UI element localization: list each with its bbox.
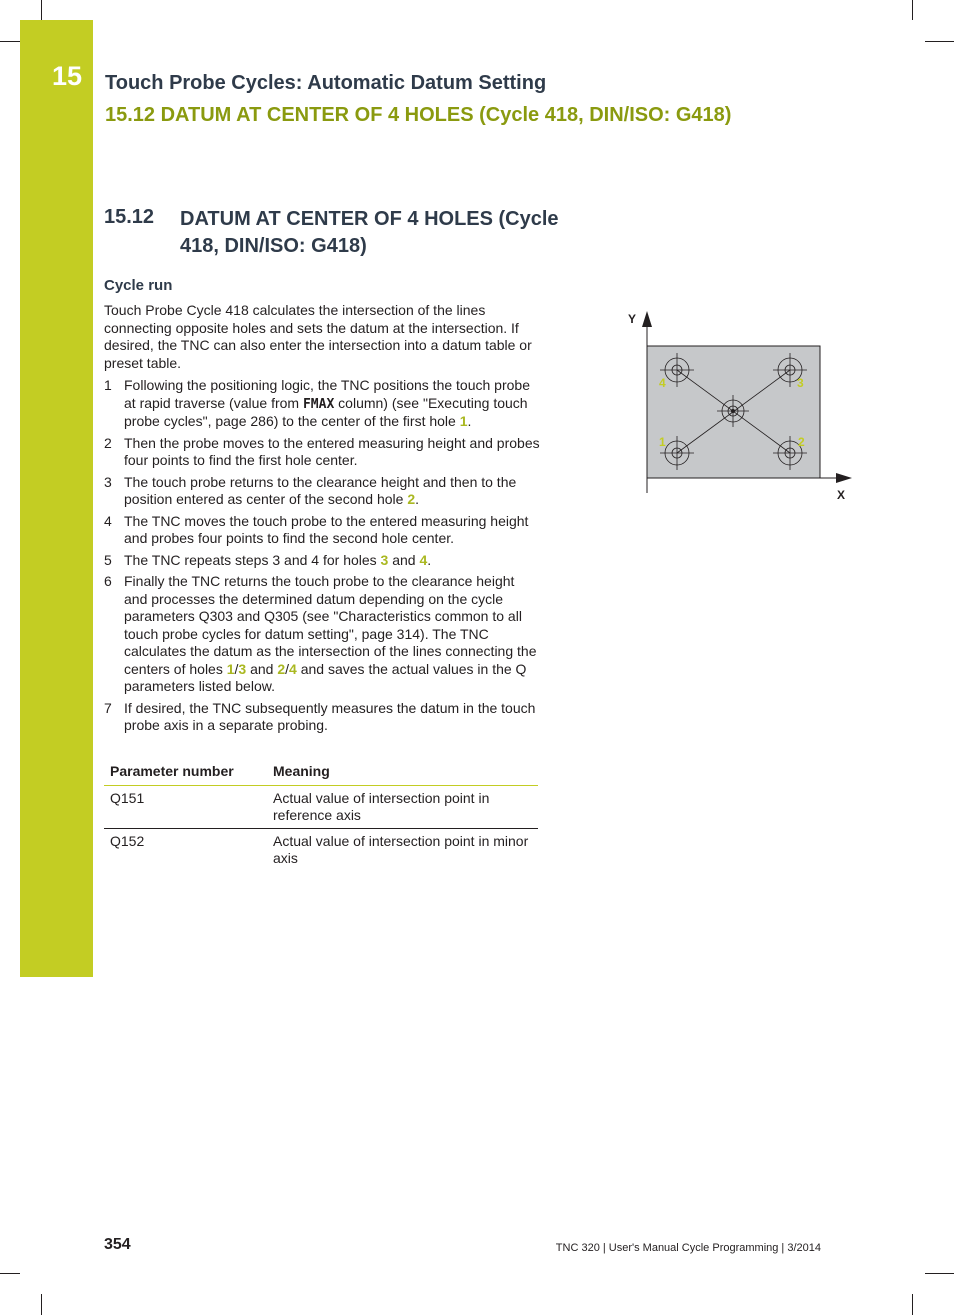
- step-text: If desired, the TNC subsequently measures the datum in the touch probe axis in a separate probing.: [124, 699, 536, 733]
- crop-mark: [912, 0, 913, 20]
- section-title: DATUM AT CENTER OF 4 HOLES (Cycle 418, DIN/ISO: G418): [180, 208, 559, 257]
- four-holes-diagram: [620, 305, 860, 505]
- step-1: [104, 377, 540, 431]
- x-axis-label: X: [837, 488, 846, 502]
- parameter-table: [104, 761, 538, 871]
- param-number: Q152: [110, 833, 145, 849]
- datum-point: [731, 409, 735, 413]
- crop-mark: [41, 0, 42, 20]
- fmax-code: FMAX: [302, 396, 335, 412]
- crop-mark: [0, 41, 20, 42]
- param-meaning: Actual value of intersection point in reference axis: [267, 786, 538, 829]
- step-6: [104, 573, 540, 696]
- step-number: 4: [104, 512, 112, 529]
- step-number: 1: [104, 377, 112, 393]
- crop-mark: [925, 1273, 954, 1274]
- step-number: 7: [104, 699, 112, 716]
- chapter-number: 15: [52, 61, 83, 91]
- table-row: [104, 829, 538, 872]
- step-text: Then the probe moves to the entered measuring height and probes four points to find the first hole center.: [124, 434, 540, 468]
- step-text: column) (see "Executing touch probe cycles", page 286) to the center of the first hole: [124, 394, 528, 429]
- step-text: Finally the TNC returns the touch probe to the clearance height and processes the determined datum depending on the cycle parameters Q303 and Q305 (see "Characteristics common to all touch probe cycles for datum setting", page 314). The TNC calculates the datum as the intersection of the lines connecting the centers of holes: [124, 573, 537, 677]
- step-5: [104, 552, 540, 570]
- chapter-title: Touch Probe Cycles: Automatic Datum Setting: [105, 72, 547, 94]
- table-row: [104, 786, 538, 829]
- crop-mark: [41, 1294, 42, 1315]
- separator: /: [285, 660, 290, 677]
- cycle-run-intro: Touch Probe Cycle 418 calculates the intersection of the lines connecting opposite holes and sets the datum at the intersection. If desired, the TNC can also enter the intersection into a datum table or preset table.: [104, 302, 532, 371]
- hole-label-3: 3: [797, 376, 804, 390]
- hole-ref: 1: [459, 413, 468, 429]
- hole-label-4: 4: [659, 376, 666, 390]
- step-2: [104, 435, 540, 470]
- step-text: The TNC repeats steps 3 and 4 for holes: [124, 551, 381, 568]
- step-text: .: [415, 491, 419, 507]
- step-text: .: [467, 413, 472, 429]
- table-header-row: [104, 761, 538, 786]
- footer-text: TNC 320 | User's Manual Cycle Programming | 3/2014: [555, 1242, 821, 1254]
- hole-label-1: 1: [659, 435, 666, 449]
- cycle-run-heading: Cycle run: [104, 277, 173, 294]
- step-number: 3: [104, 473, 112, 490]
- hole-ref: 2: [277, 660, 286, 677]
- chapter-sidebar: [20, 20, 93, 977]
- y-axis-label: Y: [628, 312, 637, 326]
- step-number: 2: [104, 434, 112, 451]
- hole-ref: 3: [380, 551, 389, 568]
- step-text: .: [427, 551, 432, 568]
- step-text: The touch probe returns to the clearance height and then to the position entered as center of the second hole: [124, 473, 517, 507]
- step-number: 6: [104, 573, 112, 589]
- hole-label-2: 2: [798, 435, 805, 449]
- hole-ref: 4: [419, 551, 428, 568]
- step-3: [104, 474, 540, 509]
- crop-mark: [0, 1273, 20, 1274]
- page-number: 354: [104, 1236, 131, 1253]
- crop-mark: [912, 1294, 913, 1315]
- step-text: Following the positioning logic, the TNC positions the touch probe at rapid traverse (value from: [124, 377, 530, 411]
- x-axis-arrow: [836, 473, 852, 483]
- param-meaning: Actual value of intersection point in minor axis: [273, 833, 529, 866]
- section-number: 15.12: [104, 206, 155, 228]
- hole-ref: 4: [289, 660, 297, 677]
- y-axis-arrow: [642, 311, 652, 327]
- cycle-steps: [104, 377, 540, 739]
- step-number: 5: [104, 551, 112, 568]
- step-text: and saves the actual values in the Q parameters listed below.: [124, 660, 527, 694]
- step-text: and: [388, 551, 420, 568]
- separator: /: [234, 660, 239, 677]
- hole-ref: 3: [238, 660, 247, 677]
- step-text: and: [246, 660, 278, 677]
- chapter-subtitle: 15.12 DATUM AT CENTER OF 4 HOLES (Cycle 418, DIN/ISO: G418): [105, 104, 732, 126]
- step-7: [104, 700, 540, 735]
- hole-ref: 1: [226, 660, 235, 677]
- header-parameter-number: Parameter number: [104, 761, 267, 786]
- step-4: [104, 513, 540, 548]
- header-meaning: Meaning: [267, 761, 538, 786]
- hole-ref: 2: [407, 491, 416, 507]
- param-number: Q151: [104, 786, 267, 829]
- crop-mark: [925, 41, 954, 42]
- step-text: The TNC moves the touch probe to the entered measuring height and probes four points to find the second hole center.: [124, 512, 529, 546]
